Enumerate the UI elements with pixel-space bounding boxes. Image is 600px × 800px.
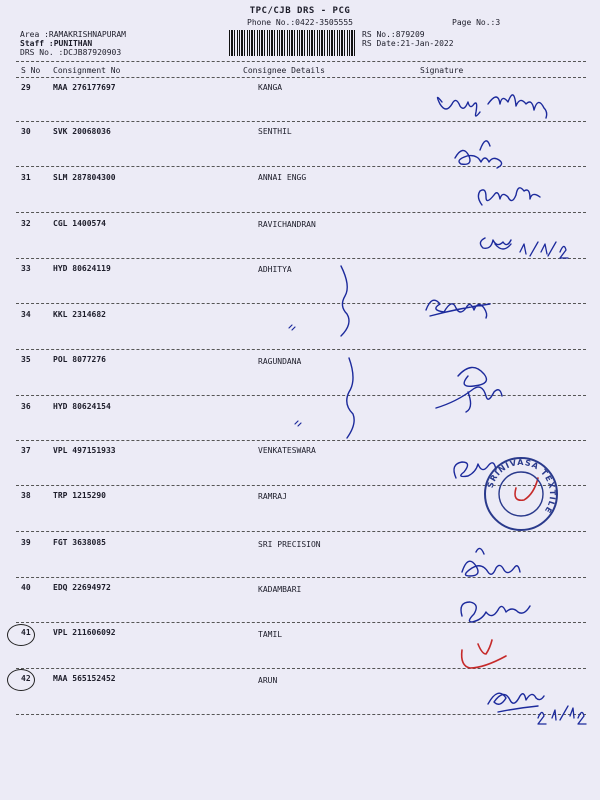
- column-consignment: Consignment No: [53, 66, 121, 75]
- rs-date: RS Date:21-Jan-2022: [362, 39, 454, 48]
- stamp-text: SRINIVASA TEXTILE: [485, 457, 558, 516]
- staff-field: Staff :PUNITHAN: [20, 39, 93, 48]
- row-sno: 31: [21, 173, 31, 182]
- signature-35: [436, 367, 502, 412]
- row-consignment: HYD 80624154: [53, 402, 111, 411]
- row-sno: 32: [21, 219, 31, 228]
- phone-number: Phone No.:0422-3505555: [247, 18, 353, 27]
- row-sno: 39: [21, 538, 31, 547]
- red-tick-mark: [515, 478, 538, 500]
- signature-29: [437, 95, 546, 118]
- page-number: Page No.:3: [452, 18, 501, 27]
- ditto-34: [289, 325, 295, 330]
- row-consignment: VPL 211606092: [53, 628, 116, 637]
- row-sno: 29: [21, 83, 31, 92]
- date-42: [538, 706, 586, 724]
- signature-30: [455, 141, 502, 168]
- row-consignee: KADAMBARI: [258, 585, 302, 594]
- bracket-35: [347, 358, 354, 438]
- row-consignee: SENTHIL: [258, 127, 292, 136]
- row-sno: 35: [21, 355, 31, 364]
- row-consignment: KKL 2314682: [53, 310, 106, 319]
- row-consignee: TAMIL: [258, 630, 283, 639]
- row-sno: 34: [21, 310, 31, 319]
- bracket-33: [341, 266, 349, 336]
- drs-number: DRS No. :DCJB87920903: [20, 48, 122, 57]
- row-consignee: RAVICHANDRAN: [258, 220, 316, 229]
- column-signature: Signature: [420, 66, 464, 75]
- row-consignee: ARUN: [258, 676, 278, 685]
- rs-number: RS No.:879209: [362, 30, 425, 39]
- ditto-36: [295, 421, 301, 426]
- row-sno: 42: [21, 674, 31, 683]
- row-consignment: VPL 497151933: [53, 446, 116, 455]
- row-consignment: TRP 1215290: [53, 491, 106, 500]
- signature-39: [462, 548, 520, 576]
- row-consignee: SRI PRECISION: [258, 540, 321, 549]
- signature-33: [426, 300, 490, 318]
- date-32: [520, 242, 568, 258]
- row-consignee: ANNAI ENGG: [258, 173, 307, 182]
- row-consignee: RAMRAJ: [258, 492, 287, 501]
- row-consignment: SLM 287804300: [53, 173, 116, 182]
- row-sno: 38: [21, 491, 31, 500]
- sheet-title: TPC/CJB DRS - PCG: [249, 6, 351, 16]
- signature-40: [461, 602, 530, 622]
- row-consignment: CGL 1400574: [53, 219, 106, 228]
- row-consignment: FGT 3638085: [53, 538, 106, 547]
- row-consignment: SVK 20068036: [53, 127, 111, 136]
- row-consignment: MAA 276177697: [53, 83, 116, 92]
- row-consignment: MAA 565152452: [53, 674, 116, 683]
- signature-42: [488, 693, 544, 712]
- signature-31: [478, 188, 540, 205]
- row-sno: 40: [21, 583, 31, 592]
- row-sno: 33: [21, 264, 31, 273]
- row-consignee: VENKATESWARA: [258, 446, 316, 455]
- row-consignee: ADHITYA: [258, 265, 292, 274]
- signature-32: [480, 238, 511, 249]
- column-sno: S No: [21, 66, 41, 75]
- row-consignment: POL 8077276: [53, 355, 106, 364]
- row-consignee: RAGUNDANA: [258, 357, 302, 366]
- row-consignee: KANGA: [258, 83, 283, 92]
- area-field: Area :RAMAKRISHNAPURAM: [20, 30, 126, 39]
- red-mark-41: [462, 640, 506, 668]
- row-consignment: HYD 80624119: [53, 264, 111, 273]
- company-stamp: [485, 458, 557, 530]
- row-consignment: EDQ 22694972: [53, 583, 111, 592]
- row-sno: 36: [21, 402, 31, 411]
- column-consignee: Consignee Details: [243, 66, 325, 75]
- row-sno: 41: [21, 628, 31, 637]
- row-sno: 30: [21, 127, 31, 136]
- row-sno: 37: [21, 446, 31, 455]
